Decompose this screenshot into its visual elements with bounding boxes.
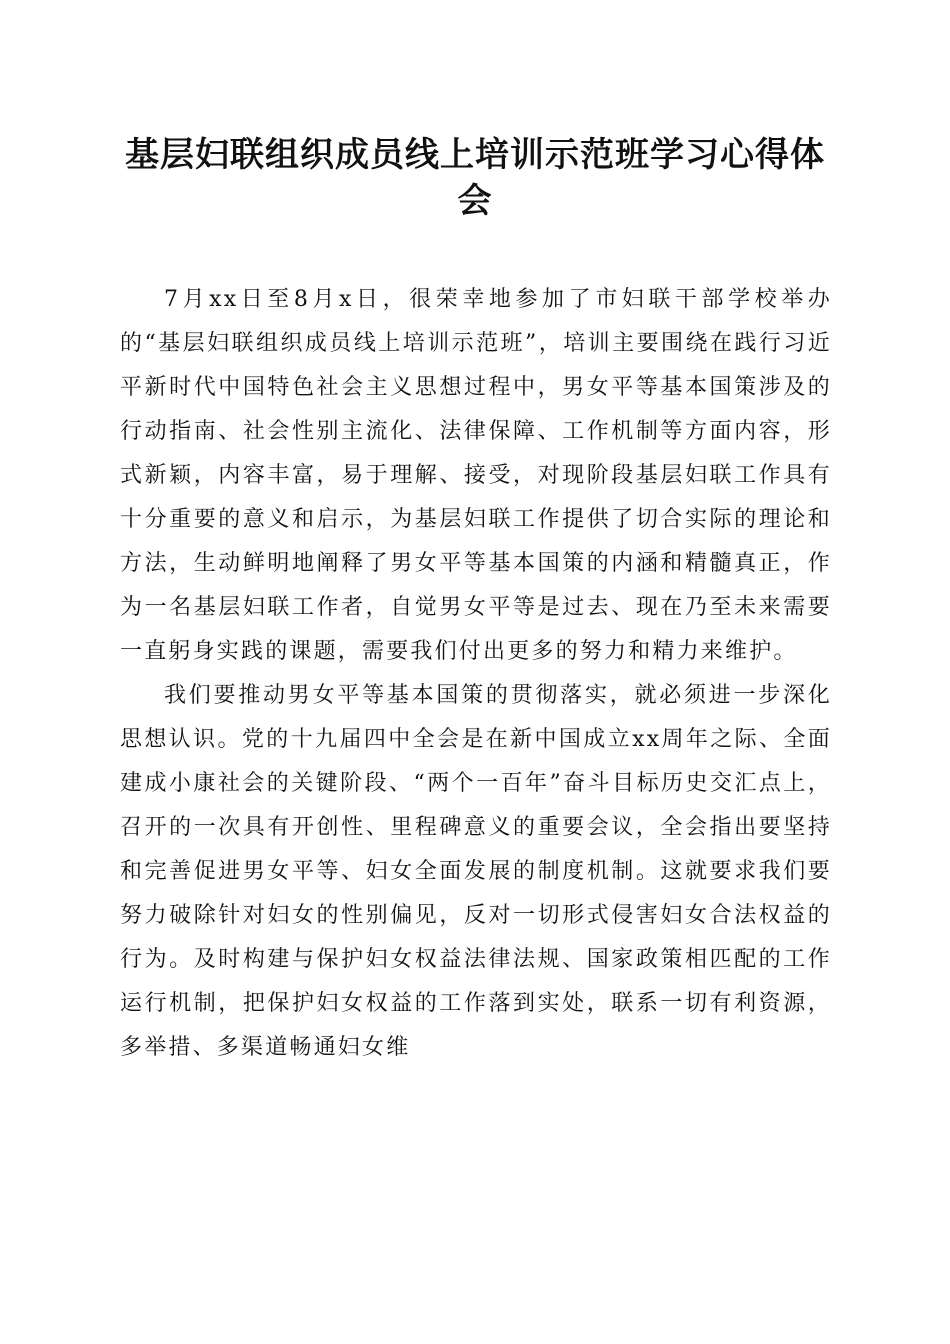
paragraph-2: 我们要推动男女平等基本国策的贯彻落实，就必须进一步深化思想认识。党的十九届四中全会是在新中国成立xx周年之际、全面建成小康社会的关键阶段、“两个一百年”奋斗目标历史交汇点上，召开的一次具有开创性、里程碑意义的重要会议，全会指出要坚持和完善促进男女平等、妇女全面发展的制度机制。这就要求我们要努力破除针对妇女的性别偏见，反对一切形式侵害妇女合法权益的行为。及时构建与保护妇女权益法律法规、国家政策相匹配的工作运行机制，把保护妇女权益的工作落到实处，联系一切有利资源，多举措、多渠道畅通妇女维 (120, 683, 832, 1060)
document-title: 基层妇联组织成员线上培训示范班学习心得体会 (125, 135, 825, 221)
paragraph-1: 7月xx日至8月x日，很荣幸地参加了市妇联干部学校举办的“基层妇联组织成员线上培训示范班”，培训主要围绕在践行习近平新时代中国特色社会主义思想过程中，男女平等基本国策涉及的行动指南、社会性别主流化、法律保障、工作机制等方面内容，形式新颖，内容丰富，易于理解、接受，对现阶段基层妇联工作具有十分重要的意义和启示，为基层妇联工作提供了切合实际的理论和方法，生动鲜明地阐释了男女平等基本国策的内涵和精髓真正，作为一名基层妇联工作者，自觉男女平等是过去、现在乃至未来需要一直躬身实践的课题，需要我们付出更多的努力和精力来维护。 (120, 287, 832, 664)
document-body (120, 278, 832, 1070)
